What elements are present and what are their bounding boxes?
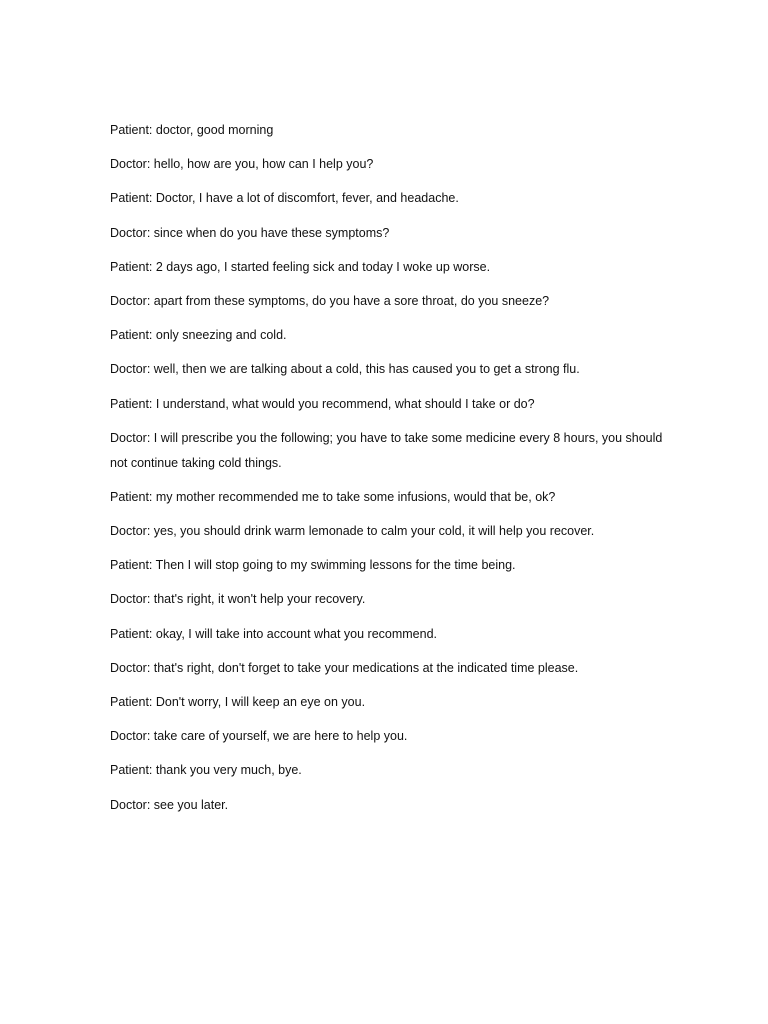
dialogue-body [110,118,670,827]
dialogue-line: Doctor: yes, you should drink warm lemonade to calm your cold, it will help you recover. [110,524,595,539]
dialogue-line: Patient: only sneezing and cold. [110,328,287,343]
dialogue-line: Doctor: I will prescribe you the following; you have to take some medicine every 8 hours, you should not continue taking cold things. [110,430,663,470]
dialogue-line: Patient: doctor, good morning [110,123,274,137]
dialogue-line: Doctor: that's right, it won't help your recovery. [110,592,366,607]
dialogue-line: Doctor: take care of yourself, we are here to help you. [110,729,408,744]
dialogue-line: Patient: 2 days ago, I started feeling sick and today I woke up worse. [110,259,491,274]
dialogue-line: Patient: I understand, what would you recommend, what should I take or do? [110,396,535,411]
dialogue-line: Patient: my mother recommended me to take some infusions, would that be, ok? [110,489,556,504]
dialogue-line: Patient: Doctor, I have a lot of discomfort, fever, and headache. [110,191,459,206]
dialogue-line: Doctor: well, then we are talking about a cold, this has caused you to get a strong flu. [110,362,580,377]
dialogue-line: Patient: okay, I will take into account what you recommend. [110,626,438,641]
dialogue-line: Doctor: that's right, don't forget to take your medications at the indicated time please. [110,660,579,675]
dialogue-line: Doctor: see you later. [110,797,229,812]
dialogue-line: Patient: Don't worry, I will keep an eye on you. [110,695,366,709]
dialogue-line: Doctor: since when do you have these symptoms? [110,225,390,240]
dialogue-line: Doctor: apart from these symptoms, do you have a sore throat, do you sneeze? [110,293,550,308]
dialogue-line: Patient: Then I will stop going to my swimming lessons for the time being. [110,558,516,573]
dialogue-line: Doctor: hello, how are you, how can I help you? [110,157,374,172]
dialogue-line: Patient: thank you very much, bye. [110,763,302,778]
